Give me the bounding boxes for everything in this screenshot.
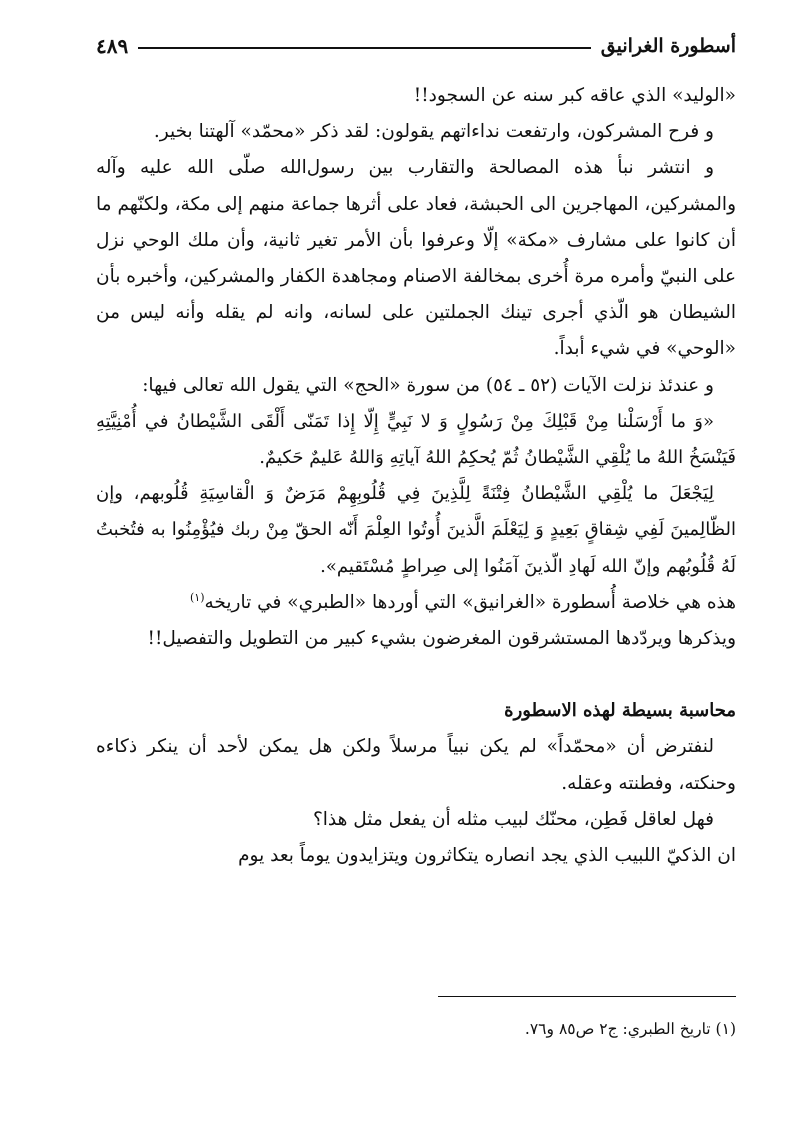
paragraph: فهل لعاقل فَطِن، محنّك لبيب مثله أن يفعل مثل هذا؟ — [312, 808, 714, 830]
paragraph: ان الذكيّ اللبيب الذي يجد انصاره يتكاثرون ويتزايدون يوماً بعد يوم — [238, 845, 736, 867]
paragraph: و فرح المشركون، وارتفعت نداءاتهم يقولون: لقد ذكر «محمّد» آلهتنا بخير. — [153, 121, 714, 143]
paragraph: و عندئذ نزلت الآيات (٥٢ ـ ٥٤) من سورة «الحج» التي يقول الله تعالى فيها: — [142, 374, 714, 396]
body-text — [96, 78, 736, 874]
footnote-rule — [438, 996, 736, 997]
quran-verse: «وَ ما أَرْسَلْنا مِنْ قَبْلِكَ مِنْ رَسُولٍ وَ لا نَبِيٍّ إِلّا إِذا تَمَنّى أَلْقَى الشَّيْطانُ في أُمْنِيَّتِهِ فَيَنْسَخُ اللهُ ما يُلْقِي الشَّيْطانُ ثُمّ يُحكِمُ اللهُ آياتِهِ وَاللهُ عَليمٌ حَكيمٌ. — [96, 410, 736, 469]
paragraph — [96, 585, 736, 621]
paragraph: «الوليد» الذي عاقه كبر سنه عن السجود!! — [413, 85, 736, 106]
section-spacer — [96, 657, 736, 693]
section-heading: محاسبة بسيطة لهذه الاسطورة — [504, 700, 736, 722]
footnote: (١) تاريخ الطبري: ج٢ ص٨٥ و٧٦. — [524, 1020, 736, 1038]
footnote-marker: (١) — [190, 590, 205, 604]
paragraph: ويذكرها ويردّدها المستشرقون المغرضون بشيء كبير من التطويل والتفصيل!! — [147, 628, 736, 650]
running-header-title: أسطورة الغرانيق — [600, 35, 736, 57]
paragraph-text: هذه هي خلاصة أُسطورة «الغرانيق» التي أوردها «الطبري» في تاريخه — [204, 591, 736, 613]
paragraph: لنفترض أن «محمّداً» لم يكن نبياً مرسلاً ولكن هل يمكن لأحد أن ينكر ذكاءه وحنكته، وفطنته وعقله. — [96, 736, 736, 794]
paragraph: و انتشر نبأ هذه المصالحة والتقارب بين رسول‌الله صلّى الله عليه وآله والمشركين، المهاجرين الى الحبشة، فعاد على أثرها جماعة منهم إلى مكة، ولكنّهم ما أن كانوا على مشارف «مكة» إلّا وعرفوا بأن الأمر تغير ثانية، وأن ملك الوحي نزل على النبيّ وأمره مرة أُخرى بمخالفة الاصنام ومجاهدة الكفار والمشركين، وأخبره بأن الشيطان هو الّذي أجرى تينك الجملتين على لسانه، وانه لم يقله وأنه ليس من «الوحي» في شيء أبداً. — [96, 157, 736, 360]
page-number: ٤٨٩ — [96, 34, 129, 58]
header-rule — [138, 47, 591, 49]
running-header — [96, 26, 736, 66]
quran-verse: لِيَجْعَلَ ما يُلْقِي الشَّيْطانُ فِتْنَةً لِلَّذِينَ فِي قُلُوبِهِمْ مَرَضٌ وَ الْقاسِيَةِ قُلُوبهم، وإن الظّالِمينَ لَفِي شِقاقٍ بَعِيدٍ وَ لِيَعْلَمَ الَّذينَ أُوتُوا العِلْمَ أَنّه الحقّ مِنْ ربك فيُؤْمِنُوا به فتُخبتُ لَهُ قُلُوبُهم وإنّ الله لَهادِ الّذينَ آمَنُوا إلى صِراطٍ مُسْتَقيم». — [96, 483, 736, 577]
